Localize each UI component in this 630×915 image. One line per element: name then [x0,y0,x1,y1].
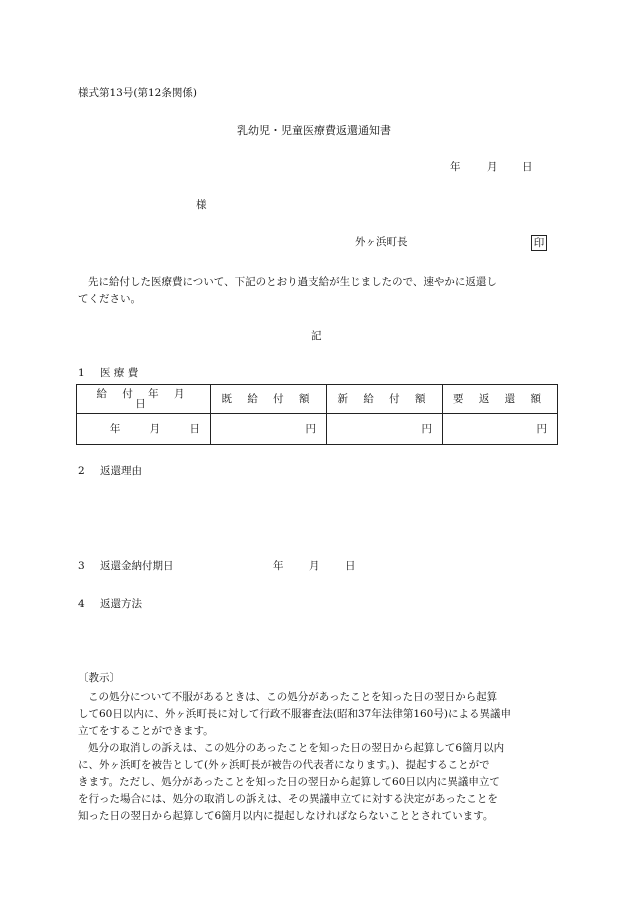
section-2-heading [78,466,142,477]
new-amount-cell: 円 [327,414,443,445]
section-1-heading [78,368,138,379]
section-3-heading [78,561,174,572]
issue-date-day: 日 [522,161,533,173]
header-refund-amount: 要 返 還 額 [443,385,558,414]
notice-line: を行った場合には、処分の取消しの訴えは、その異議申立てに対する決定があったことを [78,793,498,805]
refund-amount-cell: 円 [443,414,558,445]
header-payment-date: 給 付 年 月 日 [77,385,211,414]
notice-heading: 〔教示〕 [78,672,120,684]
notice-line: 立てをすることができます。 [78,725,214,737]
section-label: 返還金納付期日 [100,560,174,572]
notice-line: きます。ただし、処分があったことを知った日の翌日から起算して60日以内に異議申立て [78,776,500,788]
notice-line: この処分について不服があるときは、この処分があったことを知った日の翌日から起算 [88,691,498,703]
table-header-row [77,385,558,414]
document-title: 乳幼児・児童医療費返還通知書 [237,124,391,137]
section-number: 2 [78,465,85,477]
section-4-heading [78,599,142,610]
form-number: 様式第13号(第12条関係) [78,87,197,99]
due-date-year: 年 [273,560,284,572]
section-label: 医 療 費 [100,367,139,379]
date-day: 日 [189,422,200,435]
due-date-day: 日 [345,560,356,572]
notice-line: 知った日の翌日から起算して6箇月以内に提起しなければならないこととされています。 [78,810,494,822]
notice-paragraph-1 [78,689,558,740]
date-month: 月 [149,422,161,435]
medical-fee-table [76,384,558,445]
intro-line: 先に給付した医療費について、下記のとおり過支給が生じましたので、速やかに返還し [88,276,497,288]
paid-amount-cell: 円 [211,414,327,445]
due-date-month: 月 [309,560,320,572]
notice-line: 処分の取消しの訴えは、この処分のあったことを知った日の翌日から起算して6箇月以内 [88,742,505,754]
section-label: 返還方法 [100,598,143,610]
intro-paragraph [78,274,558,308]
header-paid-amount: 既 給 付 額 [211,385,327,414]
notice-line: に、外ヶ浜町を被告として(外ヶ浜町長が被告の代表者になります。)、提起することがで [78,759,490,771]
payment-date-cell [77,414,211,445]
table-row [77,414,558,445]
issue-date-year: 年 [450,161,461,173]
issue-date-month: 月 [487,161,498,173]
date-year: 年 [109,422,121,435]
section-number: 1 [78,367,85,379]
section-number: 3 [78,560,85,572]
addressee-suffix: 様 [196,199,207,211]
issuer: 外ヶ浜町長 [355,236,408,248]
section-number: 4 [78,598,85,610]
seal-mark: 印 [531,235,547,251]
section-label: 返還理由 [100,465,143,477]
notice-line: して60日以内に、外ヶ浜町長に対して行政不服審査法(昭和37年法律第160号)による異議申 [78,708,511,720]
notice-paragraph-2 [78,740,558,825]
header-new-amount: 新 給 付 額 [327,385,443,414]
ki-heading: 記 [311,330,322,342]
intro-line: てください。 [78,293,141,305]
